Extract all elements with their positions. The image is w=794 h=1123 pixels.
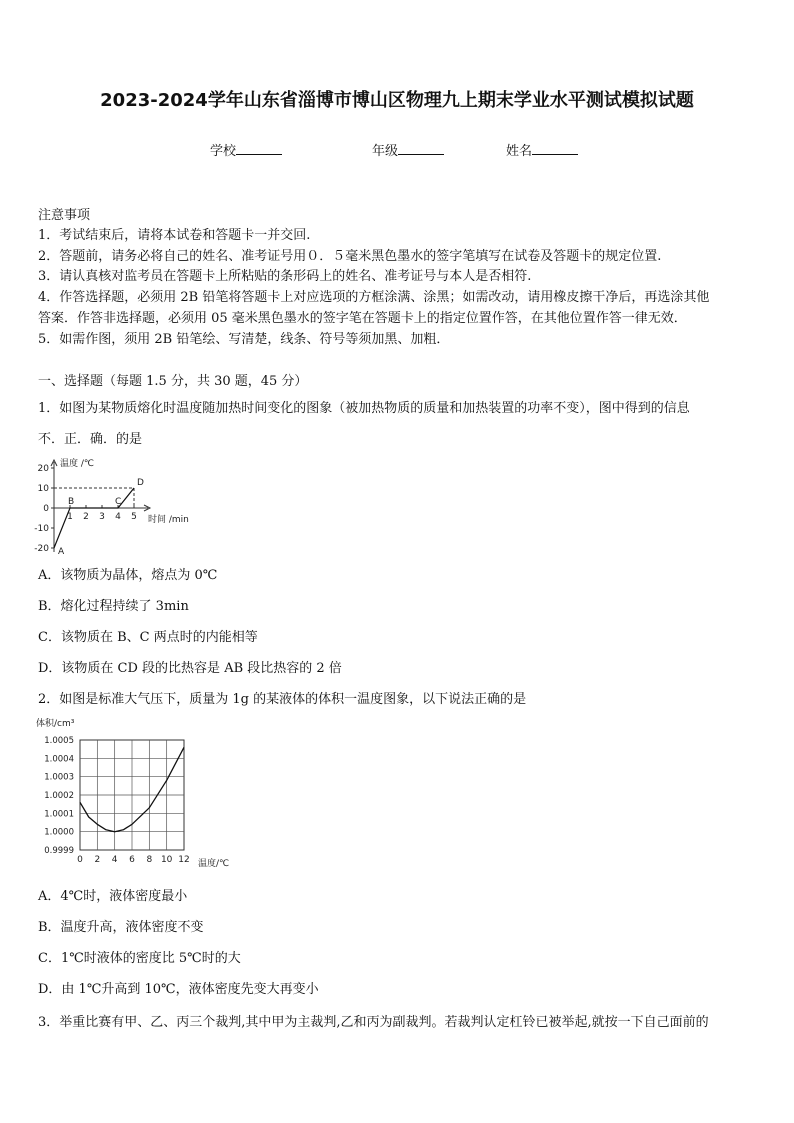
x-tick-label: 2 bbox=[94, 855, 101, 865]
point-label: A bbox=[58, 547, 65, 557]
q2-option-c[interactable]: C．1℃时液体的密度比 5℃时的大 bbox=[38, 951, 241, 966]
y-tick-label: 1.0003 bbox=[44, 772, 74, 783]
x-tick-label: 3 bbox=[99, 512, 105, 522]
page-title: 2023-2024学年山东省淄博市博山区物理九上期末学业水平测试模拟试题 bbox=[100, 90, 694, 111]
grade-blank[interactable] bbox=[398, 142, 444, 155]
y-axis-label: 体积/cm³ bbox=[36, 719, 75, 729]
school-blank[interactable] bbox=[236, 142, 282, 155]
y-tick-label: 20 bbox=[37, 464, 49, 474]
point-label: B bbox=[68, 497, 75, 507]
q1-chart bbox=[30, 450, 205, 560]
y-axis-label: 温度 /℃ bbox=[60, 459, 95, 469]
q1-stem: 1．如图为某物质熔化时温度随加热时间变化的图象（被加热物质的质量和加热装置的功率不变），图中得到的信息 bbox=[38, 401, 690, 416]
notice-item: 1．考试结束后，请将本试卷和答题卡一并交回. bbox=[38, 228, 311, 243]
section-heading: 一、选择题（每题 1.5 分，共 30 题，45 分） bbox=[38, 374, 308, 389]
name-label: 姓名 bbox=[506, 144, 533, 159]
y-tick-label: -20 bbox=[34, 544, 49, 554]
q2-option-a[interactable]: A．4℃时，液体密度最小 bbox=[38, 889, 188, 904]
notice-item: 2．答题前，请务必将自己的姓名、准考证号用０．５毫米黑色墨水的签字笔填写在试卷及答题卡的规定位置. bbox=[38, 249, 662, 264]
q1-option-c[interactable]: C．该物质在 B、C 两点时的内能相等 bbox=[38, 630, 258, 645]
x-tick-label: 6 bbox=[129, 855, 135, 865]
x-tick-label: 4 bbox=[111, 855, 118, 865]
series-line bbox=[54, 488, 134, 548]
x-axis-label: 温度/℃ bbox=[198, 859, 230, 869]
y-tick-label: 1.0001 bbox=[44, 809, 74, 820]
q1-option-a[interactable]: A．该物质为晶体，熔点为 0℃ bbox=[38, 568, 218, 583]
grade-field[interactable] bbox=[372, 140, 444, 159]
notice-item: 3．请认真核对监考员在答题卡上所粘贴的条形码上的姓名、准考证号与本人是否相符. bbox=[38, 269, 532, 284]
grade-label: 年级 bbox=[372, 144, 399, 159]
x-tick-label: 2 bbox=[83, 512, 89, 522]
q1-option-d[interactable]: D．该物质在 CD 段的比热容是 AB 段比热容的 2 倍 bbox=[38, 661, 342, 676]
school-field[interactable] bbox=[210, 140, 282, 159]
x-tick-label: 0 bbox=[77, 855, 83, 865]
y-tick-label: 1.0000 bbox=[44, 827, 74, 838]
school-label: 学校 bbox=[210, 144, 237, 159]
point-label: C bbox=[115, 497, 122, 507]
x-tick-label: 1 bbox=[67, 512, 73, 522]
x-tick-label: 10 bbox=[160, 855, 173, 865]
x-tick-label: 12 bbox=[178, 855, 190, 865]
q2-option-d[interactable]: D．由 1℃升高到 10℃，液体密度先变大再变小 bbox=[38, 982, 319, 997]
x-tick-label: 8 bbox=[146, 855, 153, 865]
y-tick-label: 1.0002 bbox=[44, 791, 74, 801]
q2-stem: 2．如图是标准大气压下，质量为 1g 的某液体的体积一温度图象，以下说法正确的是 bbox=[38, 692, 527, 707]
q2-chart bbox=[30, 712, 240, 877]
point-label: D bbox=[137, 478, 144, 488]
x-axis-label: 时间 /min bbox=[148, 515, 189, 525]
notice-item: 5．如需作图，须用 2B 铅笔绘、写清楚，线条、符号等须加黑、加粗． bbox=[38, 332, 450, 347]
name-blank[interactable] bbox=[532, 142, 578, 155]
y-tick-label: 0.9999 bbox=[44, 846, 74, 856]
y-tick-label: -10 bbox=[34, 524, 49, 534]
y-tick-label: 0 bbox=[43, 504, 49, 514]
y-tick-label: 1.0005 bbox=[44, 736, 74, 746]
y-tick-label: 1.0004 bbox=[44, 754, 74, 765]
name-field[interactable] bbox=[506, 140, 578, 159]
x-tick-label: 5 bbox=[131, 512, 137, 522]
notice-item: 4．作答选择题，必须用 2B 铅笔将答题卡上对应选项的方框涂满、涂黑；如需改动，请用橡皮擦干净后，再选涂其他 bbox=[38, 290, 710, 305]
q1-stem-continued: 不．正．确．的是 bbox=[38, 432, 143, 447]
y-tick-label: 10 bbox=[37, 484, 49, 494]
q1-option-b[interactable]: B．熔化过程持续了 3min bbox=[38, 599, 189, 614]
q2-option-b[interactable]: B．温度升高，液体密度不变 bbox=[38, 920, 204, 935]
notice-item: 答案．作答非选择题，必须用 05 毫米黑色墨水的签字笔在答题卡上的指定位置作答，在其他位置作答一律无效． bbox=[38, 311, 687, 326]
notice-heading: 注意事项 bbox=[38, 208, 91, 223]
x-tick-label: 4 bbox=[115, 512, 121, 522]
q3-stem: 3．举重比赛有甲、乙、丙三个裁判,其中甲为主裁判,乙和丙为副裁判。若裁判认定杠铃已被举起,就按一下自己面前的 bbox=[38, 1015, 709, 1030]
